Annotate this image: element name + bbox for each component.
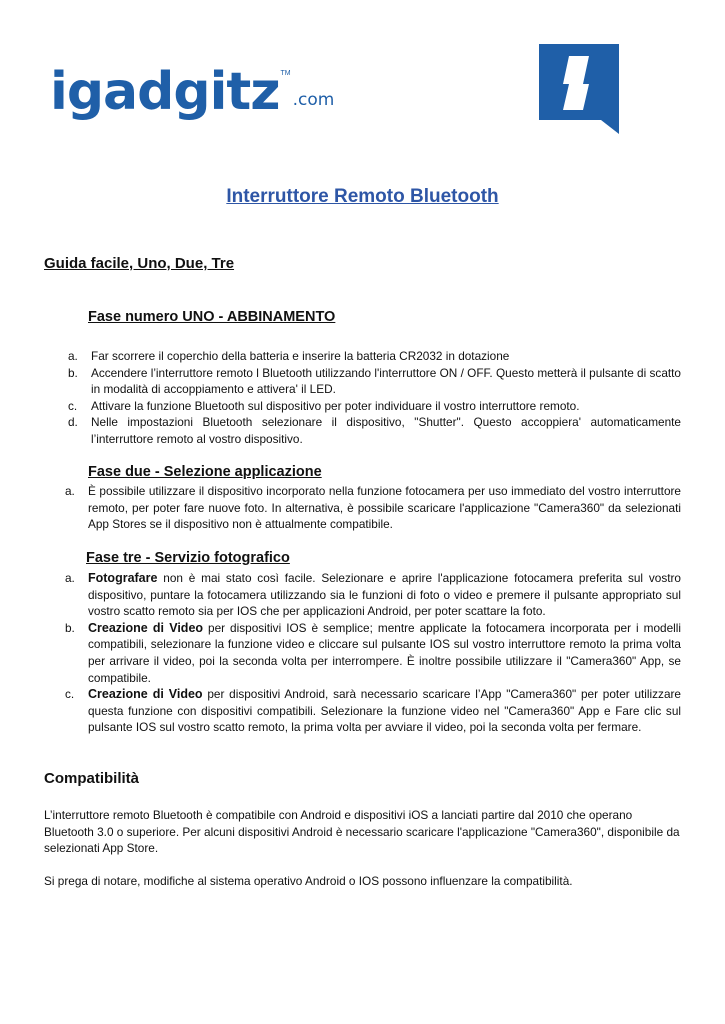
compatibility-paragraph: L’interruttore remoto Bluetooth è compatibile con Android e dispositivi iOS a lanciati partire dal 2010 che operano Bluetooth 3.0 o superiore. Per alcuni dispositivi Android è necessario scaricare l'applicazione "Camera360", disponibile da selezionati App Store. [44, 808, 680, 856]
list-item: c. Creazione di Video per dispositivi Android, sarà necessario scaricare l’App "Camera360" per poter utilizzare questa funzione con dispositivi compatibili. Selezionare la funzione video nel "Camera360" App e Fare clic sul pulsante IOS sul vostro scatto remoto, la prima volta per avviare il video, poi la seconda volta per fermare. [65, 687, 681, 735]
logo-wordmark: igadgitz [50, 62, 280, 122]
phase2-heading: Fase due - Selezione applicazione [88, 464, 322, 480]
item-bold-lead: Fotografare [88, 571, 158, 585]
brand-badge-icon [539, 44, 619, 134]
list-item: d. Nelle impostazioni Bluetooth selezionare il dispositivo, "Shutter". Questo accoppiera' automaticamente l’interruttore remoto al vostro dispositivo. [68, 415, 681, 446]
list-item: a. Fotografare non è mai stato così facile. Selezionare e aprire l'applicazione fotocamera preferita sul vostro dispositivo, puntare la fotocamera utilizzando sia le funzioni di foto o video e premere il pulsante appropriato sul vostro scatto remoto sia per IOS che per applicazioni Android, per poter scattare la foto. [65, 571, 681, 619]
compatibility-note: Si prega di notare, modifiche al sistema operativo Android o IOS possono influenzare la compatibilità. [44, 874, 573, 888]
list-item: c. Attivare la funzione Bluetooth sul dispositivo per poter individuare il vostro interruttore remoto. [68, 398, 580, 413]
phase3-heading: Fase tre - Servizio fotografico [86, 550, 290, 566]
list-item: b. Accendere l’interruttore remoto l Bluetooth utilizzando l'interruttore ON / OFF. Questo metterà il pulsante di scatto in modalità di accoppiamento e attivera' il LED. [68, 365, 681, 397]
phase1-list [0, 348, 725, 448]
phase3-list [0, 570, 725, 736]
list-item: a. Far scorrere il coperchio della batteria e inserire la batteria CR2032 in dotazione [68, 349, 510, 363]
igadgitz-logo [50, 62, 334, 122]
item-bold-lead: Creazione di Video [88, 687, 203, 702]
compatibility-heading: Compatibilità [44, 770, 140, 787]
logo-domain: .com [292, 90, 335, 110]
document-title: Interruttore Remoto Bluetooth [226, 186, 499, 207]
guide-heading: Guida facile, Uno, Due, Tre [44, 255, 235, 272]
list-item: a. È possibile utilizzare il dispositivo incorporato nella funzione fotocamera per uso immediato del vostro interruttore remoto, per poter fare nuove foto. In alternativa, è possibile scaricare l'applicazione "Camera360" da selezionati App Stores se il dispositivo non è attualmente compatibile. [65, 484, 681, 532]
phase2-list [0, 483, 725, 533]
list-item: b. Creazione di Video per dispositivi IOS è semplice; mentre applicate la fotocamera incorporata per i modelli compatibili, selezionare la funzione video e cliccare sul pulsante IOS sul vostro interruttore remoto la prima volta per arrivare il video, poi la seconda volta per interrompere. È inoltre possibile utilizzare il "Camera360" App, se compatibile. [65, 620, 681, 685]
phase1-heading: Fase numero UNO - ABBINAMENTO [88, 309, 336, 325]
logo-trademark: TM [280, 70, 291, 77]
item-bold-lead: Creazione di Video [88, 620, 204, 635]
